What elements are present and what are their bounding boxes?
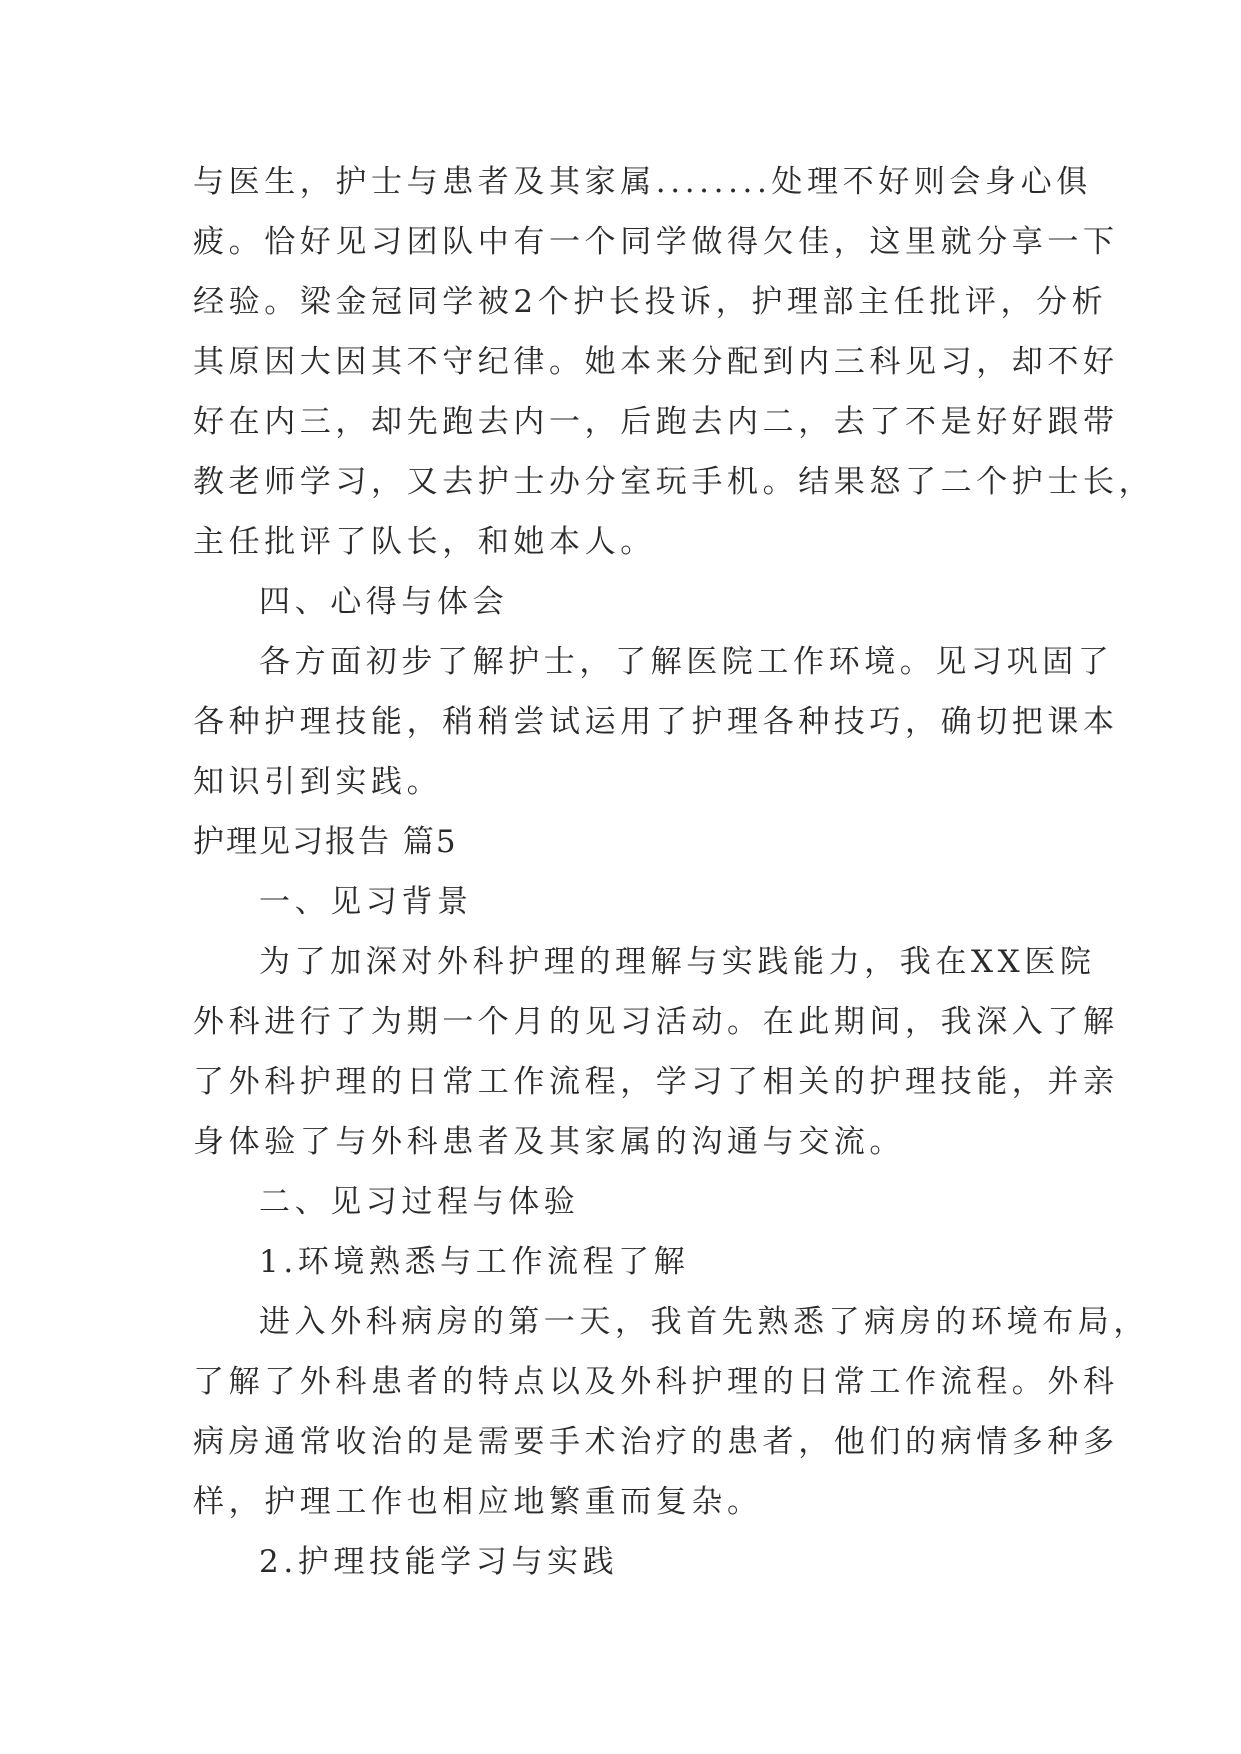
section-heading: 一、见习背景: [259, 884, 473, 920]
text-line: 与医生，护士与患者及其家属........处理不好则会身心俱: [193, 164, 1092, 200]
text-line: 好在内三，却先跑去内一，后跑去内二，去了不是好好跟带: [193, 404, 1119, 440]
section-heading: 四、心得与体会: [259, 584, 509, 620]
paragraph-start: 为了加深对外科护理的理解与实践能力，我在XX医院: [259, 944, 1096, 980]
text-line: 其原因大因其不守纪律。她本来分配到内三科见习，却不好: [193, 344, 1119, 380]
paragraph-start: 进入外科病房的第一天，我首先熟悉了病房的环境布局，: [259, 1304, 1149, 1340]
text-line: 样，护理工作也相应地繁重而复杂。: [193, 1484, 763, 1520]
report-title: 护理见习报告 篇5: [193, 824, 458, 860]
section-heading: 二、见习过程与体验: [259, 1184, 580, 1220]
text-line: 病房通常收治的是需要手术治疗的患者，他们的病情多种多: [193, 1424, 1119, 1460]
text-line: 主任批评了队长，和她本人。: [193, 524, 656, 560]
paragraph-start: 各方面初步了解护士，了解医院工作环境。见习巩固了: [259, 644, 1114, 680]
subsection-heading: 1.环境熟悉与工作流程了解: [259, 1244, 690, 1280]
document-body: [193, 152, 1155, 1592]
text-line: 了外科护理的日常工作流程，学习了相关的护理技能，并亲: [193, 1064, 1119, 1100]
text-line: 各种护理技能，稍稍尝试运用了护理各种技巧，确切把课本: [193, 704, 1119, 740]
text-line: 了解了外科患者的特点以及外科护理的日常工作流程。外科: [193, 1364, 1119, 1400]
text-line: 知识引到实践。: [193, 764, 443, 800]
text-line: 教老师学习，又去护士办分室玩手机。结果怒了二个护士长，: [193, 464, 1155, 500]
text-line: 外科进行了为期一个月的见习活动。在此期间，我深入了解: [193, 1004, 1119, 1040]
text-line: 疲。恰好见习团队中有一个同学做得欠佳，这里就分享一下: [193, 224, 1119, 260]
subsection-heading: 2.护理技能学习与实践: [259, 1544, 619, 1580]
text-line: 身体验了与外科患者及其家属的沟通与交流。: [193, 1124, 905, 1160]
text-line: 经验。梁金冠同学被2个护长投诉，护理部主任批评，分析: [193, 284, 1108, 320]
